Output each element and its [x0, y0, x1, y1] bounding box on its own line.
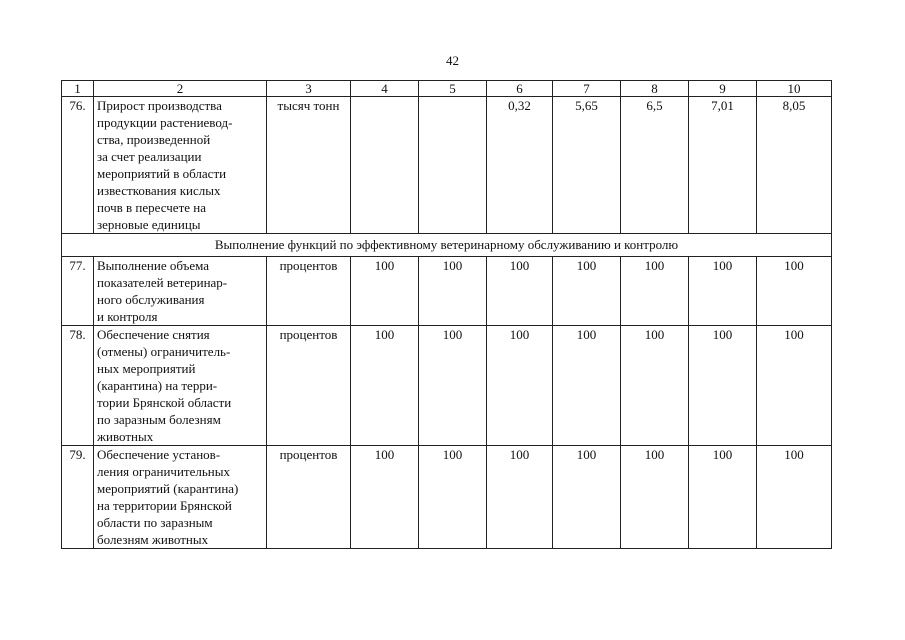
indicator-name-line: показателей ветеринар- [97, 275, 228, 290]
value-cell: 100 [487, 446, 553, 549]
value-cell: 100 [487, 326, 553, 446]
value-cell: 100 [351, 326, 419, 446]
value-cell: 100 [419, 446, 487, 549]
table-row [62, 326, 832, 446]
indicator-name-line: продукции растениевод- [97, 115, 233, 130]
row-number: 76. [62, 97, 94, 234]
indicator-name-line: ного обслуживания [97, 292, 205, 307]
indicator-name-line: животных [97, 429, 154, 444]
row-number: 77. [62, 257, 94, 326]
value-cell [419, 97, 487, 234]
indicator-name-line: зерновые единицы [97, 217, 201, 232]
value-cell: 100 [553, 257, 621, 326]
indicator-name-line: известкования кислых [97, 183, 221, 198]
value-cell: 100 [487, 257, 553, 326]
value-cell [351, 97, 419, 234]
row-number: 79. [62, 446, 94, 549]
value-cell: 100 [351, 257, 419, 326]
value-cell: 100 [621, 446, 689, 549]
column-header: 4 [351, 81, 419, 97]
value-cell: 6,5 [621, 97, 689, 234]
unit-of-measure: тысяч тонн [267, 97, 351, 234]
unit-of-measure: процентов [267, 446, 351, 549]
value-cell: 5,65 [553, 97, 621, 234]
value-cell: 100 [351, 446, 419, 549]
value-cell: 0,32 [487, 97, 553, 234]
indicator-name-line: болезням животных [97, 532, 209, 547]
indicator-name-line: Выполнение объема [97, 258, 210, 273]
indicator-name-line: мероприятий (карантина) [97, 481, 239, 496]
indicator-name-line: за счет реализации [97, 149, 202, 164]
indicator-name-line: области по заразным [97, 515, 213, 530]
value-cell: 100 [419, 326, 487, 446]
value-cell: 100 [553, 446, 621, 549]
indicator-name-line: на территории Брянской [97, 498, 232, 513]
indicator-name-line: ления ограничительных [97, 464, 230, 479]
indicator-name-line: ства, произведенной [97, 132, 211, 147]
table-row [62, 257, 832, 326]
indicator-name [94, 257, 267, 326]
column-header: 6 [487, 81, 553, 97]
value-cell: 8,05 [757, 97, 832, 234]
indicators-table [61, 80, 832, 549]
indicator-name-line: почв в пересчете на [97, 200, 207, 215]
value-cell: 100 [621, 326, 689, 446]
column-header: 5 [419, 81, 487, 97]
indicator-name-line: ных мероприятий [97, 361, 196, 376]
section-title: Выполнение функций по эффективному ветеринарному обслуживанию и контролю [62, 234, 832, 257]
row-number: 78. [62, 326, 94, 446]
indicator-name-line: Прирост производства [97, 98, 222, 113]
value-cell: 100 [689, 326, 757, 446]
table-header-row [62, 81, 832, 97]
indicator-name-line: мероприятий в области [97, 166, 227, 181]
indicator-name-line: (карантина) на терри- [97, 378, 218, 393]
unit-of-measure: процентов [267, 257, 351, 326]
value-cell: 100 [757, 446, 832, 549]
column-header: 9 [689, 81, 757, 97]
indicator-name [94, 446, 267, 549]
indicator-name-line: и контроля [97, 309, 158, 324]
value-cell: 100 [757, 326, 832, 446]
table-row [62, 446, 832, 549]
indicator-name-line: по заразным болезням [97, 412, 221, 427]
column-header: 7 [553, 81, 621, 97]
section-row [62, 234, 832, 257]
value-cell: 100 [689, 257, 757, 326]
table-row [62, 97, 832, 234]
indicator-name-line: (отмены) ограничитель- [97, 344, 231, 359]
indicator-name [94, 326, 267, 446]
value-cell: 100 [621, 257, 689, 326]
column-header: 10 [757, 81, 832, 97]
value-cell: 100 [757, 257, 832, 326]
value-cell: 100 [553, 326, 621, 446]
indicator-name [94, 97, 267, 234]
indicator-name-line: тории Брянской области [97, 395, 232, 410]
page-number: 42 [446, 53, 459, 68]
indicator-name-line: Обеспечение снятия [97, 327, 210, 342]
column-header: 8 [621, 81, 689, 97]
column-header: 2 [94, 81, 267, 97]
indicator-name-line: Обеспечение установ- [97, 447, 221, 462]
value-cell: 100 [689, 446, 757, 549]
unit-of-measure: процентов [267, 326, 351, 446]
column-header: 3 [267, 81, 351, 97]
column-header: 1 [62, 81, 94, 97]
value-cell: 100 [419, 257, 487, 326]
value-cell: 7,01 [689, 97, 757, 234]
